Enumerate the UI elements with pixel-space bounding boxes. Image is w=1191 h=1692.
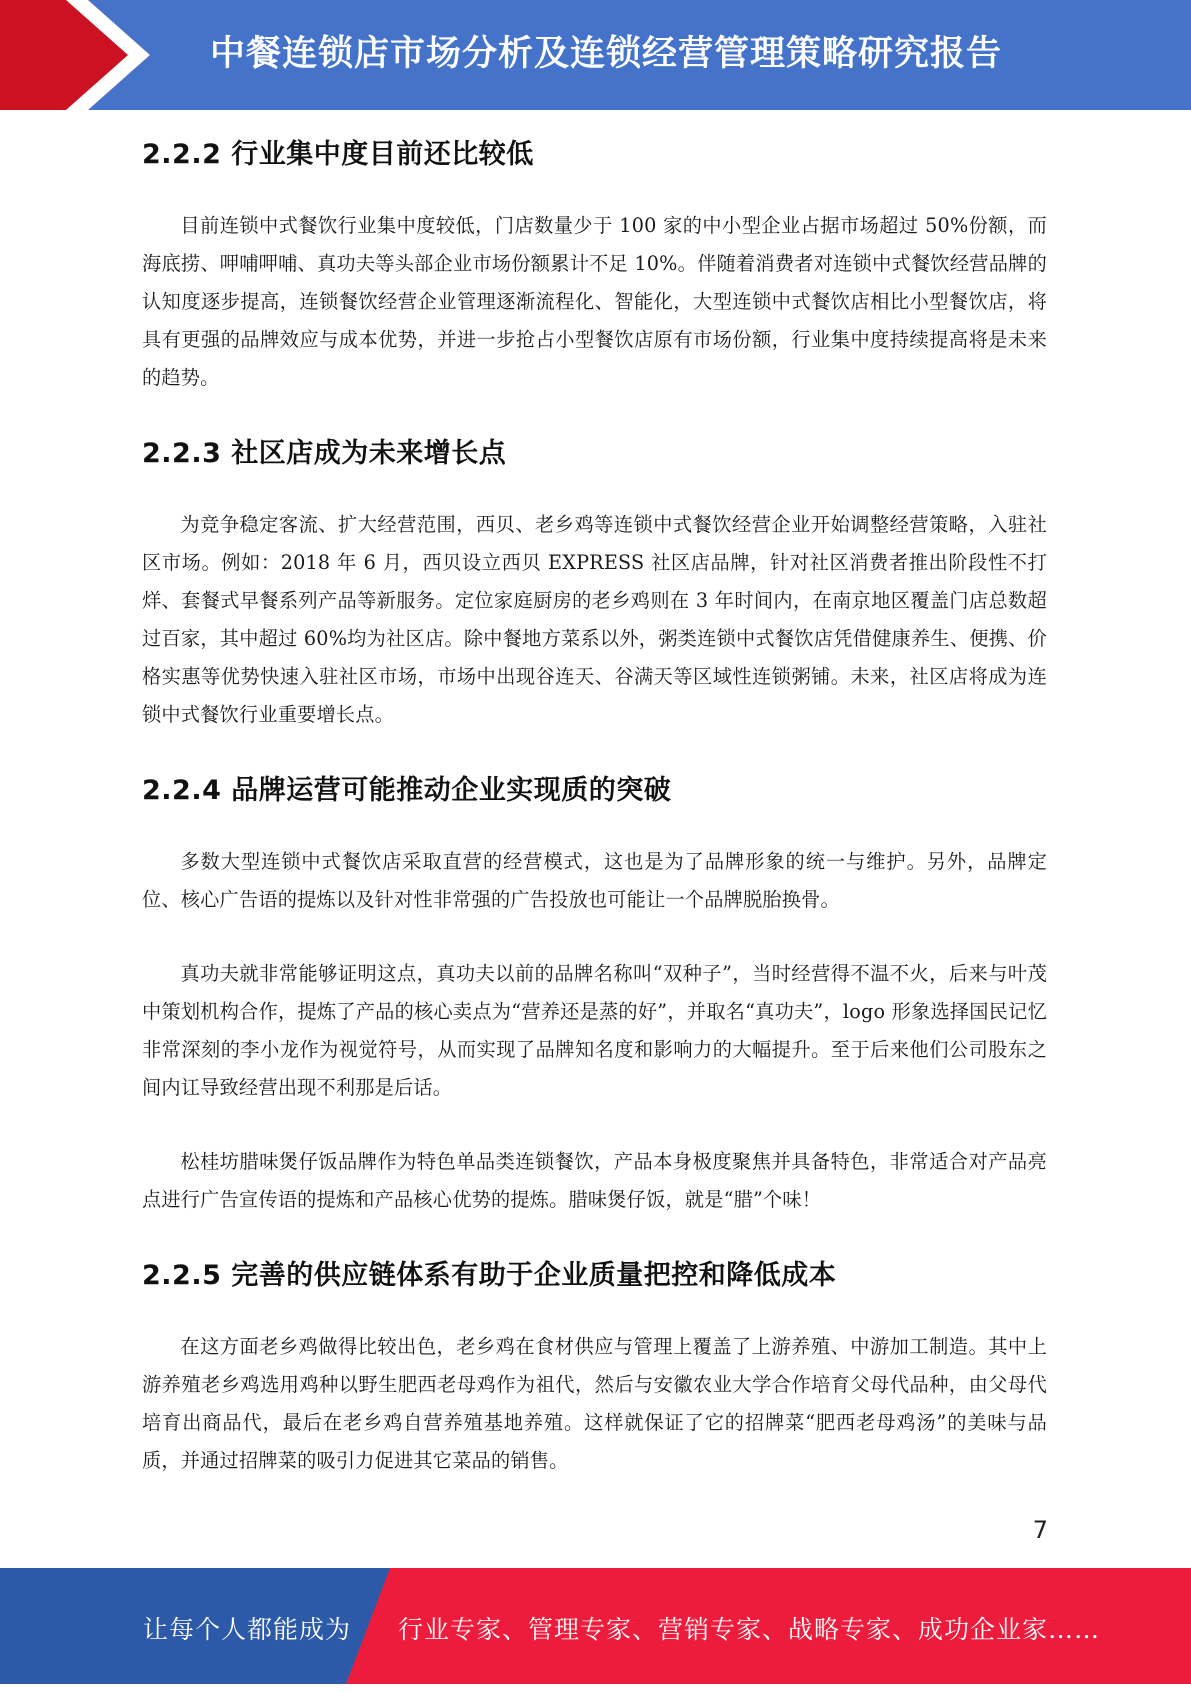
paragraph: 在这方面老乡鸡做得比较出色，老乡鸡在食材供应与管理上覆盖了上游养殖、中游加工制造。其中上游养殖老乡鸡选用鸡种以野生肥西老母鸡作为祖代，然后与安徽农业大学合作培育父母代品种，由父母代培育出商品代，最后在老乡鸡自营养殖基地养殖。这样就保证了它的招牌菜“肥西老母鸡汤”的美味与品质，并通过招牌菜的吸引力促进其它菜品的销售。 [142,1335,1047,1472]
footer-slogan-right: 行业专家、管理专家、营销专家、战略专家、成功企业家…… [398,1615,1101,1644]
footer-band [0,1568,1191,1684]
section-2-2-5 [142,1253,1047,1480]
paragraph: 真功夫就非常能够证明这点，真功夫以前的品牌名称叫“双种子”，当时经营得不温不火，后来与叶茂中策划机构合作，提炼了产品的核心卖点为“营养还是蒸的好”，并取名“真功夫”，logo 形象选择国民记忆非常深刻的李小龙作为视觉符号，从而实现了品牌知名度和影响力的大幅提升。至于后来他们公司股东之间内讧导致经营出现不利那是后话。 [142,962,1047,1099]
header-band [0,0,1191,110]
section-2-2-4 [142,768,1047,1219]
footer-slogan-left: 让每个人都能成为 [143,1615,352,1644]
section-heading: 2.2.3 社区店成为未来增长点 [142,438,507,469]
section-heading: 2.2.2 行业集中度目前还比较低 [142,139,534,170]
header-arrow-graphic [0,0,150,110]
section-2-2-3 [142,431,1047,734]
report-title: 中餐连锁店市场分析及连锁经营管理策略研究报告 [210,34,1003,74]
paragraph: 多数大型连锁中式餐饮店采取直营的经营模式，这也是为了品牌形象的统一与维护。另外，品牌定位、核心广告语的提炼以及针对性非常强的广告投放也可能让一个品牌脱胎换骨。 [142,850,1047,911]
paragraph: 为竞争稳定客流、扩大经营范围，西贝、老乡鸡等连锁中式餐饮经营企业开始调整经营策略，入驻社区市场。例如：2018 年 6 月，西贝设立西贝 EXPRESS 社区店品牌，针对社区消费者推出阶段性不打烊、套餐式早餐系列产品等新服务。定位家庭厨房的老乡鸡则在 3 年时间内，在南京地区覆盖门店总数超过百家，其中超过 60%均为社区店。除中餐地方菜系以外，粥类连锁中式餐饮店凭借健康养生、便携、价格实惠等优势快速入驻社区市场，市场中出现谷连天、谷满天等区域性连锁粥铺。未来，社区店将成为连锁中式餐饮行业重要增长点。 [142,513,1047,726]
paragraph: 目前连锁中式餐饮行业集中度较低，门店数量少于 100 家的中小型企业占据市场超过 50%份额，而海底捞、呷哺呷哺、真功夫等头部企业市场份额累计不足 10%。伴随着消费者对连锁中式餐饮经营品牌的认知度逐步提高，连锁餐饮经营企业管理逐渐流程化、智能化，大型连锁中式餐饮店相比小型餐饮店，将具有更强的品牌效应与成本优势，并进一步抢占小型餐饮店原有市场份额，行业集中度持续提高将是未来的趋势。 [142,214,1047,389]
section-2-2-2 [142,132,1047,397]
paragraph: 松桂坊腊味煲仔饭品牌作为特色单品类连锁餐饮，产品本身极度聚焦并具备特色，非常适合对产品亮点进行广告宣传语的提炼和产品核心优势的提炼。腊味煲仔饭，就是“腊”个味！ [142,1150,1047,1211]
document-body [142,118,1047,1514]
section-heading: 2.2.4 品牌运营可能推动企业实现质的突破 [142,775,672,806]
section-heading: 2.2.5 完善的供应链体系有助于企业质量把控和降低成本 [142,1260,837,1291]
page-number: 7 [1032,1516,1048,1544]
